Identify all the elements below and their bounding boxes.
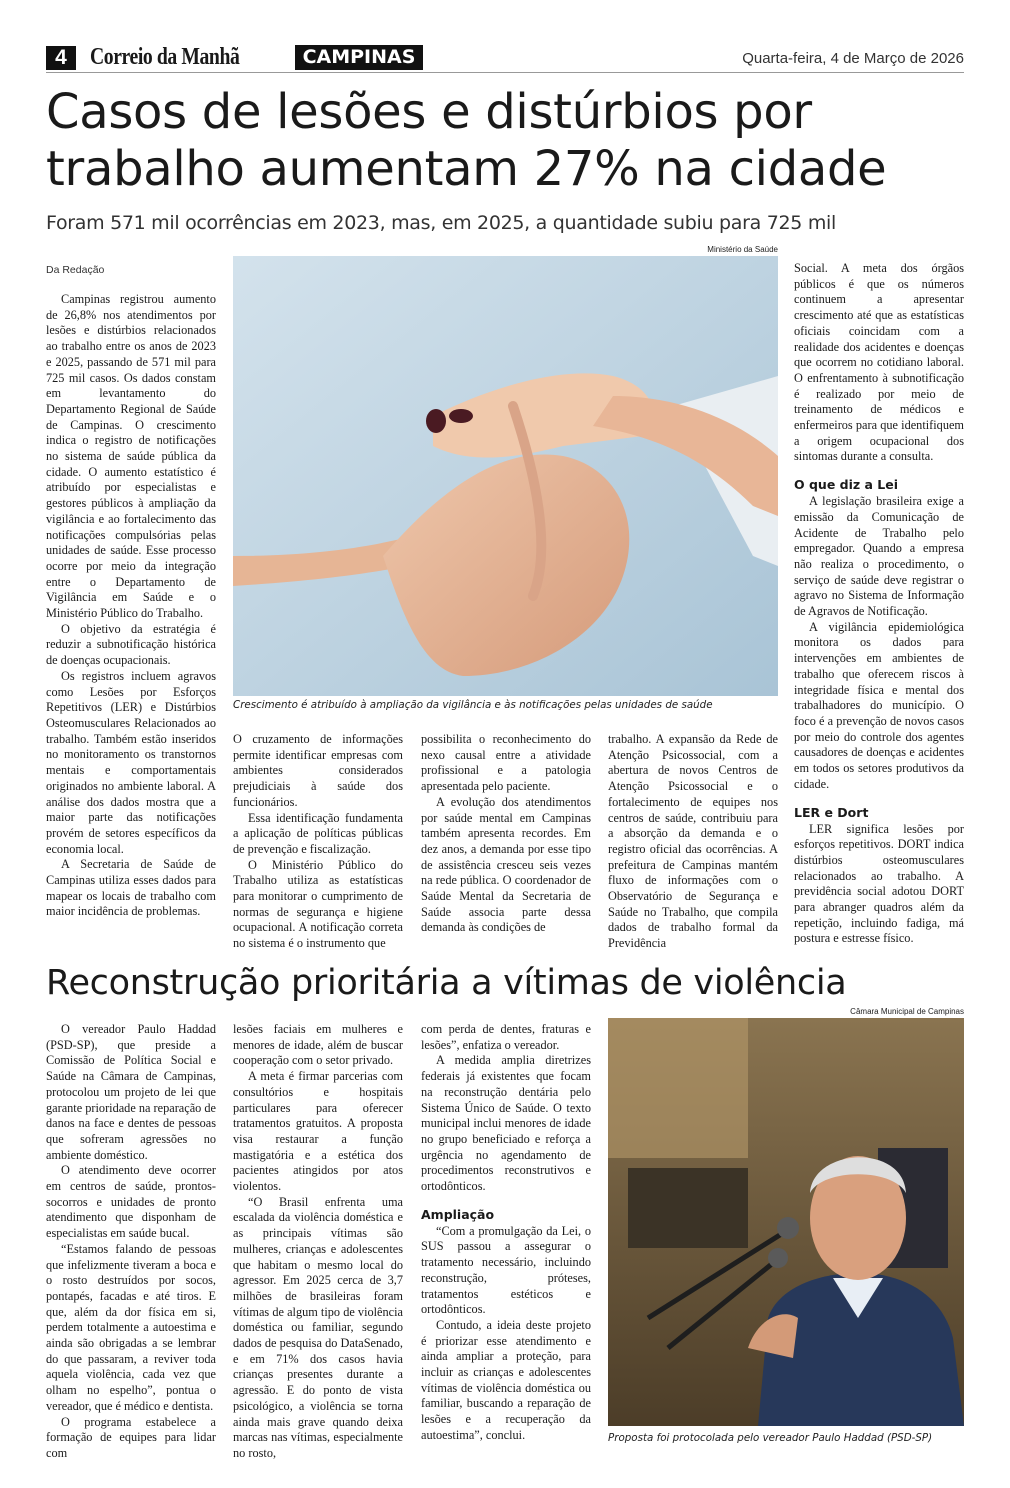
paragraph: com perda de dentes, fraturas e lesões”, enfatiza o vereador. bbox=[421, 1022, 591, 1052]
paragraph: A legislação brasileira exige a emissão da Comunicação de Acidente de Trabalho pelo empregador. Quando a empresa não realiza o procedimento, o serviço de saúde deve registrar o agravo no Sistema de Informação de Agravos de Notificação. bbox=[794, 494, 964, 619]
article2-column-1 bbox=[46, 1022, 216, 1462]
section-label[interactable]: CAMPINAS bbox=[295, 45, 423, 70]
paragraph: Campinas registrou aumento de 26,8% nos atendimentos por lesões e distúrbios relacionados ao trabalho entre os anos de 2023 e 2025, passando de 571 mil para 725 mil casos. Os dados constam em levantamento do Departamento Regional de Saúde de Campinas. O crescimento indica o registro de notificações no sistema de saúde pública da cidade. O aumento estatístico é atribuído por especialistas e gestores públicos à ampliação da vigilância e ao fortalecimento das notificações compulsórias pelas unidades de saúde. Esse processo ocorre por meio da integração entre o Departamento de Vigilância em Saúde e o Ministério Público do Trabalho. bbox=[46, 292, 216, 621]
masthead-logo[interactable]: Correio da Manhã bbox=[90, 44, 240, 70]
paragraph: possibilita o reconhecimento do nexo causal entre a atividade profissional e a patologia apresentada pelo paciente. bbox=[421, 732, 591, 794]
header-rule bbox=[46, 72, 964, 73]
paragraph: O objetivo da estratégia é reduzir a subnotificação histórica de doenças ocupacionais. bbox=[46, 621, 216, 668]
article-column-4 bbox=[608, 732, 778, 952]
paragraph: “Com a promulgação da Lei, o SUS passou a assegurar o tratamento necessário, incluindo reconstrução, próteses, tratamentos estéticos e ortodônticos. bbox=[421, 1223, 591, 1317]
section-subhead: LER e Dort bbox=[794, 804, 869, 820]
paragraph: O programa estabelece a formação de equipes para lidar com bbox=[46, 1414, 216, 1460]
paragraph: O Ministério Público do Trabalho utiliza as estatísticas para monitorar o cumprimento de normas de segurança e higiene ocupacional. A notificação correta no sistema é o instrumento que bbox=[233, 857, 403, 951]
paragraph: Contudo, a ideia deste projeto é priorizar esse atendimento e ainda ampliar a proteção, para incluir as crianças e adolescentes vítimas de violência doméstica ou familiar, buscando a reparação de lesões e a recuperação da autoestima”, conclui. bbox=[421, 1317, 591, 1442]
article-subheadline: Foram 571 mil ocorrências em 2023, mas, em 2025, a quantidade subiu para 725 mil bbox=[46, 212, 836, 234]
paragraph: O atendimento deve ocorrer em centros de saúde, prontos-socorros e unidades de pronto atendimento que disponham de especialistas em saúde bucal. bbox=[46, 1163, 216, 1241]
article-column-3 bbox=[421, 732, 591, 936]
article2-column-2 bbox=[233, 1022, 403, 1462]
hands-illustration bbox=[233, 256, 778, 696]
paragraph: Social. A meta dos órgãos públicos é que os números continuem a apresentar crescimento até que as estatísticas oficiais coincidam com a realidade dos acidentes e doenças que ocorrem no cotidiano laboral. O enfrentamento à subnotificação é realizado por meio de treinamento de médicos e enfermeiros para que identifiquem a origem ocupacional dos sintomas durante a consulta. bbox=[794, 261, 964, 464]
paragraph: Os registros incluem agravos como Lesões por Esforços Repetitivos (LER) e Distúrbios Osteomusculares Relacionados ao trabalho. Também estão inseridos no monitoramento os transtornos mentais e comportamentais originados no ambiente laboral. A análise dos dados mostra que a maior parte das notificações provém de setores específicos da economia local. bbox=[46, 668, 216, 856]
paragraph: LER significa lesões por esforços repetitivos. DORT indica distúrbios osteomusculares relacionados ao trabalho. A previdência social adotou DORT para abranger quadros além da repetição, incluindo fadiga, má postura e estresse físico. bbox=[794, 821, 964, 946]
article-column-1 bbox=[46, 292, 216, 920]
paragraph: lesões faciais em mulheres e menores de idade, além de buscar cooperação com o setor privado. bbox=[233, 1022, 403, 1068]
councilman-illustration bbox=[608, 1018, 964, 1426]
paragraph: O cruzamento de informações permite identificar empresas com ambientes considerados prejudiciais à saúde dos funcionários. bbox=[233, 732, 403, 809]
paragraph: A medida amplia diretrizes federais já existentes que focam na reconstrução dentária pelo Sistema Único de Saúde. O texto municipal inclui menores de idade no grupo beneficiado e reforça a urgência no agendamento de procedimentos reconstrutivos e ortodônticos. bbox=[421, 1053, 591, 1194]
paragraph: O vereador Paulo Haddad (PSD-SP), que preside a Comissão de Política Social e Saúde na Câmara de Campinas, protocolou um projeto de lei que garante prioridade na reparação de danos na face e dentes de pessoas que sofreram agressões no ambiente doméstico. bbox=[46, 1022, 217, 1162]
paragraph: A Secretaria de Saúde de Campinas utiliza esses dados para mapear os locais de trabalho com maior incidência de problemas. bbox=[46, 857, 216, 919]
photo-credit: Câmara Municipal de Campinas bbox=[850, 1007, 964, 1016]
photo-caption: Crescimento é atribuído à ampliação da vigilância e às notificações pelas unidades de saúde bbox=[233, 699, 713, 711]
article-photo-councilman bbox=[608, 1018, 964, 1426]
paragraph: trabalho. A expansão da Rede de Atenção Psicossocial, com a abertura de novos Centros de Atenção Psicossocial e o fortalecimento de equipes nos centros de saúde, contribuiu para a absorção da demanda e o registro oficial das ocorrências. A prefeitura de Campinas mantém fluxo de informações com o Observatório de Segurança e Saúde no Trabalho, que compila dados de trabalho formal da Previdência bbox=[608, 732, 778, 951]
paragraph: A meta é firmar parcerias com consultórios e hospitais particulares para oferecer tratamentos gratuitos. A proposta visa restaurar a função mastigatória e a estética dos pacientes atingidos por atos violentos. bbox=[233, 1069, 403, 1194]
paragraph: Essa identificação fundamenta a aplicação de políticas públicas de prevenção e fiscalização. bbox=[233, 810, 403, 856]
article-photo-hands bbox=[233, 256, 778, 696]
article2-column-3 bbox=[421, 1022, 591, 1444]
photo-caption: Proposta foi protocolada pelo vereador Paulo Haddad (PSD-SP) bbox=[608, 1432, 933, 1444]
article-headline: Casos de lesões e distúrbios por trabalho aumentam 27% na cidade bbox=[46, 84, 887, 197]
paragraph: A vigilância epidemiológica monitora os dados para intervenções em ambientes de trabalho que oferecem riscos à integridade física e mental dos trabalhadores do município. O foco é a prevenção de novos casos por meio do controle dos agentes causadores de doenças e acidentes em todos os setores produtivos da cidade. bbox=[794, 619, 964, 791]
photo-credit: Ministério da Saúde bbox=[707, 245, 778, 254]
section-subhead: Ampliação bbox=[421, 1206, 495, 1222]
byline: Da Redação bbox=[46, 264, 105, 276]
issue-date: Quarta-feira, 4 de Março de 2026 bbox=[742, 50, 964, 67]
article-column-5 bbox=[794, 261, 964, 947]
section-subhead: O que diz a Lei bbox=[794, 477, 899, 493]
paragraph: “Estamos falando de pessoas que infelizmente tiveram a boca e o rosto destruídos por socos, pontapés, facadas e até tiros. E que, além da dor física em si, perdem totalmente a autoestima e ainda são obrigadas a se lembrar do que passaram, a reviver toda aquela violência, cada vez que olham no espelho”, pontua o vereador, que é médico e dentista. bbox=[46, 1241, 216, 1413]
page-number: 4 bbox=[46, 46, 76, 70]
article-column-2 bbox=[233, 732, 403, 952]
article-headline-2: Reconstrução prioritária a vítimas de violência bbox=[46, 963, 847, 1003]
paragraph: “O Brasil enfrenta uma escalada da violência doméstica e as principais vítimas são mulheres, crianças e adolescentes que habitam o mesmo local do agressor. Em 2025 cerca de 3,7 milhões de brasileiras foram vítimas de algum tipo de violência doméstica ou familiar, segundo dados de pesquisa do DataSenado, e em 71% dos casos havia crianças presentes durante a agressão. E do ponto de vista psicológico, a violência se torna ainda mais grave quando deixa marcas nas vítimas, especialmente no rosto, bbox=[233, 1194, 403, 1460]
paragraph: A evolução dos atendimentos por saúde mental em Campinas também apresenta recordes. Em dez anos, a demanda por esse tipo de assistência cresceu seis vezes na rede pública. O coordenador de Saúde Mental da Secretaria de Saúde associa parte dessa demanda às condições de bbox=[421, 794, 591, 935]
